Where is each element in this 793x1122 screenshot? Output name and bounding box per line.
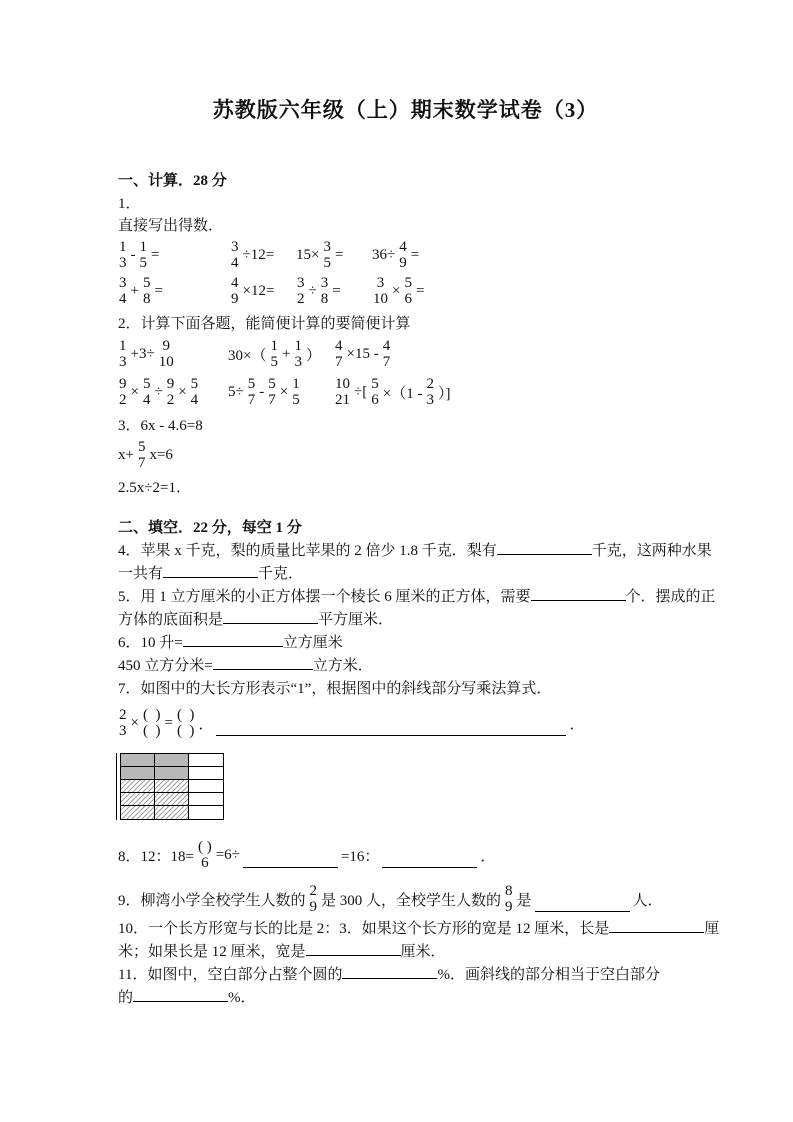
- math-text: 10．一个长方形宽与长的比是 2：3．如果这个长方形的宽是 12 厘米，长是: [118, 921, 610, 937]
- fraction-denominator: 5: [270, 354, 278, 370]
- math-text: =: [164, 714, 173, 731]
- fraction: [322, 239, 332, 271]
- answer-blank: [382, 853, 477, 868]
- grid-cell-hatch: [155, 793, 189, 806]
- math-text: =: [334, 246, 344, 263]
- fraction-denominator: ( ): [176, 723, 195, 739]
- fraction-numerator: 3: [323, 238, 331, 255]
- q1-number: 1．: [118, 196, 141, 212]
- fraction-denominator: 2: [119, 392, 127, 408]
- section-fill-heading: 二、填空．22 分，每空 1 分: [118, 520, 302, 536]
- q4-line-1: [118, 540, 712, 563]
- fraction-numerator: 3: [297, 274, 305, 291]
- fraction: [118, 376, 128, 408]
- grid-cell-solid: [121, 767, 155, 780]
- grid-cell-hatch: [121, 793, 155, 806]
- math-text: 11．如图中，空白部分占整个圆的: [118, 967, 343, 983]
- math-text: 立方米．: [312, 658, 373, 674]
- math-text: ×: [130, 714, 139, 731]
- answer-blank: [216, 721, 566, 736]
- grid-cell-white: [189, 767, 223, 780]
- fraction-numerator: ( ): [142, 706, 161, 723]
- answer-blank: [223, 609, 318, 624]
- fraction-numerator: 10: [335, 375, 350, 392]
- math-expression: [118, 439, 173, 471]
- fraction-numerator: 4: [231, 274, 239, 291]
- fraction: [372, 275, 389, 307]
- math-expression: [372, 239, 693, 271]
- fraction-numerator: 8: [505, 882, 513, 899]
- fraction-numerator: 5: [404, 274, 412, 291]
- math-text: ．: [198, 716, 214, 733]
- grid-cell-solid: [155, 754, 189, 767]
- fraction-denominator: 9: [231, 291, 239, 307]
- q7-equation: [118, 703, 693, 743]
- math-expression: [118, 707, 584, 739]
- fraction-numerator: 1: [270, 337, 278, 354]
- answer-blank: [535, 897, 630, 912]
- fraction-denominator: 4: [190, 392, 199, 408]
- q5-line-2: [118, 609, 693, 632]
- fraction-denominator: 2: [297, 291, 305, 307]
- fraction-numerator: 1: [119, 238, 127, 255]
- fraction: [398, 239, 408, 271]
- math-text: 人．: [632, 892, 663, 909]
- math-text: 5．用 1 立方厘米的小正方体摆一个棱长 6 厘米的正方体，需要: [118, 589, 531, 605]
- fraction: [320, 275, 330, 307]
- q7-heading: 7．如图中的大长方形表示“1”，根据图中的斜线部分写乘法算式．: [118, 681, 552, 697]
- fraction: [425, 376, 435, 408]
- fraction: [118, 707, 128, 739]
- math-text: 30×（: [228, 347, 267, 364]
- fraction-numerator: ( ): [197, 838, 212, 855]
- math-expression: [334, 338, 693, 370]
- math-expression: [118, 239, 230, 271]
- fraction-numerator: 5: [247, 375, 256, 392]
- fraction-denominator: 3: [119, 354, 127, 370]
- fraction-numerator: 2: [309, 882, 318, 899]
- fraction-denominator: 4: [231, 255, 239, 271]
- fraction-numerator: 5: [142, 375, 151, 392]
- math-text: -: [130, 246, 136, 263]
- fraction: [296, 275, 306, 307]
- answer-blank: [306, 941, 401, 956]
- fraction: [334, 338, 344, 370]
- grid-cell-white: [189, 754, 223, 767]
- math-text: +: [130, 282, 139, 299]
- math-text: 15×: [296, 246, 320, 263]
- fraction: [176, 707, 196, 739]
- fraction: [291, 376, 301, 408]
- math-text: 米；如果长是 12 厘米，宽是: [118, 944, 306, 960]
- fraction-numerator: 5: [190, 375, 199, 392]
- fraction-denominator: 6: [404, 291, 412, 307]
- math-expression: [118, 376, 228, 408]
- math-text: 5÷: [228, 383, 244, 400]
- math-text: ÷: [308, 282, 317, 299]
- fraction: [118, 338, 128, 370]
- fraction-denominator: 3: [119, 255, 127, 271]
- math-text: 厘: [704, 921, 720, 937]
- math-text: ×15 -: [346, 345, 379, 362]
- math-text: ×: [392, 282, 401, 299]
- fraction: [197, 839, 213, 871]
- fraction-denominator: 7: [335, 354, 343, 370]
- grid-cell-hatch: [155, 780, 189, 793]
- q2-heading: 2．计算下面各题，能简便计算的要简便计算: [118, 316, 411, 332]
- math-text: 方体的底面积是: [118, 612, 224, 628]
- q2-row-2: [118, 373, 693, 411]
- fraction-denominator: 6: [371, 392, 379, 408]
- fraction-numerator: 1: [294, 337, 302, 354]
- grid-cell-solid: [155, 767, 189, 780]
- fraction: [118, 239, 128, 271]
- q1-row-2: [118, 273, 693, 309]
- fraction: [142, 376, 152, 408]
- math-expression: [118, 883, 663, 915]
- answer-blank: [133, 987, 228, 1002]
- math-text: -: [259, 383, 265, 400]
- fraction: [142, 275, 152, 307]
- answer-blank: [183, 632, 283, 647]
- math-expression: [118, 839, 495, 871]
- q6-line-1: [118, 632, 693, 655]
- math-expression: [296, 275, 372, 307]
- fraction-denominator: 7: [382, 354, 391, 370]
- math-text: =: [151, 246, 160, 263]
- fraction-denominator: 9: [505, 899, 513, 915]
- fraction-denominator: 2: [166, 392, 175, 408]
- math-expression: [372, 275, 693, 307]
- math-text: 8．12：18=: [118, 848, 194, 865]
- page-title: 苏教版六年级（上）期末数学试卷（3）: [212, 98, 599, 122]
- fraction: [247, 376, 257, 408]
- math-text: =6÷: [215, 846, 240, 863]
- fraction-denominator: ( ): [142, 723, 161, 739]
- answer-blank: [531, 586, 626, 601]
- fraction: [137, 439, 147, 471]
- math-text: 是: [516, 892, 532, 909]
- math-text: 的: [118, 990, 134, 1006]
- grid-cell-hatch: [155, 806, 189, 819]
- fraction-numerator: 3: [231, 238, 239, 255]
- answer-blank: [213, 655, 313, 670]
- math-text: ．: [569, 716, 585, 733]
- fraction-denominator: 5: [292, 392, 300, 408]
- q10-line-2: [118, 941, 693, 964]
- fraction: [334, 376, 351, 408]
- fraction: [370, 376, 380, 408]
- q1-row-1: [118, 237, 693, 273]
- q5-line-1: [118, 586, 716, 609]
- math-expression: [230, 275, 296, 307]
- fraction-numerator: 4: [382, 337, 391, 354]
- q3-equation-25x: 2.5x÷2=1．: [118, 480, 191, 496]
- grid-cell-white: [189, 780, 223, 793]
- fraction-denominator: 7: [268, 392, 276, 408]
- fraction-numerator: 4: [335, 337, 343, 354]
- fraction-numerator: 5: [142, 274, 151, 291]
- fraction: [293, 338, 303, 370]
- math-text: ÷12=: [242, 246, 275, 263]
- math-text: x+: [118, 446, 134, 463]
- fraction: [230, 275, 240, 307]
- fraction-denominator: 10: [373, 291, 388, 307]
- math-expression: [228, 376, 334, 408]
- fraction-denominator: 4: [142, 392, 151, 408]
- math-text: 36÷: [372, 246, 396, 263]
- section-calc-heading: 一、计算．28 分: [118, 173, 227, 189]
- math-text: ×12=: [242, 282, 275, 299]
- q10-line-1: [118, 918, 720, 941]
- fraction-denominator: 3: [119, 723, 127, 739]
- fraction-denominator: 5: [139, 255, 147, 271]
- grid-cell-hatch: [121, 780, 155, 793]
- grid-cell-white: [189, 793, 223, 806]
- fraction-numerator: 9: [166, 375, 175, 392]
- math-text: 立方厘米: [282, 635, 343, 651]
- answer-blank: [163, 563, 258, 578]
- fraction-denominator: 4: [119, 291, 127, 307]
- math-text: 4．苹果 x 千克，梨的质量比苹果的 2 倍少 1.8 千克．梨有: [118, 543, 497, 559]
- math-text: ）]: [437, 385, 451, 402]
- math-expression: [334, 376, 693, 408]
- fraction-numerator: ( ): [176, 706, 195, 723]
- fraction: [382, 338, 392, 370]
- math-text: 是 300 人，全校学生人数的: [321, 892, 502, 909]
- fraction-numerator: 9: [162, 337, 170, 354]
- math-text: 9．柳湾小学全校学生人数的: [118, 892, 306, 909]
- math-text: =: [332, 282, 341, 299]
- math-text: 6．10 升=: [118, 635, 183, 651]
- math-text: 平方厘米．: [318, 612, 394, 628]
- fraction-numerator: 5: [137, 438, 146, 455]
- fraction: [267, 376, 277, 408]
- grid-cell-white: [189, 806, 223, 819]
- fraction-denominator: 9: [399, 255, 407, 271]
- fraction: [309, 883, 319, 915]
- math-text: =16：: [340, 848, 380, 865]
- q1-prompt: 直接写出得数．: [118, 218, 224, 234]
- fraction-denominator: 5: [323, 255, 331, 271]
- math-text: ÷: [154, 383, 163, 400]
- fraction-denominator: 8: [142, 291, 151, 307]
- answer-blank: [243, 853, 338, 868]
- answer-blank: [609, 918, 704, 933]
- math-expression: [118, 275, 230, 307]
- fraction: [142, 707, 162, 739]
- fraction-denominator: 21: [335, 392, 350, 408]
- math-expression: [296, 239, 372, 271]
- fraction-numerator: 1: [119, 337, 127, 354]
- fraction: [190, 376, 200, 408]
- fraction-denominator: 7: [247, 392, 256, 408]
- q8-line: [118, 836, 693, 874]
- math-text: =: [154, 282, 163, 299]
- fraction-numerator: 2: [119, 706, 127, 723]
- math-text: ×: [130, 383, 139, 400]
- fraction: [118, 275, 128, 307]
- fraction-numerator: 9: [119, 375, 127, 392]
- math-text: 千克．: [258, 566, 304, 582]
- math-text: +: [281, 345, 291, 362]
- fraction-denominator: 3: [294, 354, 302, 370]
- fraction-denominator: 3: [426, 392, 434, 408]
- fraction-numerator: 1: [139, 238, 147, 255]
- fraction: [158, 338, 175, 370]
- math-text: 450 立方分米=: [118, 658, 213, 674]
- fraction-grid-figure: [120, 753, 224, 820]
- fraction-numerator: 5: [268, 375, 276, 392]
- math-text: ）: [305, 347, 321, 364]
- fraction-denominator: 10: [158, 354, 174, 370]
- math-expression: [228, 338, 334, 370]
- grid-cell-solid: [121, 754, 155, 767]
- math-text: ×: [279, 383, 289, 400]
- math-expression: [118, 338, 228, 370]
- math-text: ×（1 -: [382, 385, 423, 402]
- fraction-numerator: 2: [426, 375, 434, 392]
- math-text: ×: [178, 383, 187, 400]
- math-text: 个．摆成的正: [625, 589, 716, 605]
- fraction-denominator: 8: [320, 291, 329, 307]
- q9-line: [118, 880, 693, 918]
- math-text: =: [415, 282, 425, 299]
- fraction: [230, 239, 240, 271]
- q6-line-2: [118, 655, 693, 678]
- fraction-numerator: 3: [119, 274, 127, 291]
- fraction-numerator: 1: [292, 375, 300, 392]
- fraction: [139, 239, 149, 271]
- fraction-numerator: 3: [376, 274, 385, 291]
- math-text: %．: [228, 990, 256, 1006]
- fraction: [269, 338, 279, 370]
- q4-line-2: [118, 563, 693, 586]
- fraction-numerator: 4: [399, 238, 407, 255]
- math-text: 千克，这两种水果: [591, 543, 712, 559]
- math-expression: [230, 239, 296, 271]
- answer-blank: [342, 964, 437, 979]
- fraction-denominator: 9: [309, 899, 318, 915]
- math-text: 一共有: [118, 566, 164, 582]
- math-text: %．画斜线的部分相当于空白部分: [437, 967, 660, 983]
- math-text: x=6: [149, 446, 173, 463]
- fraction-numerator: 3: [320, 274, 329, 291]
- answer-blank: [497, 540, 592, 555]
- fraction-denominator: 7: [137, 455, 146, 471]
- q2-row-1: [118, 335, 693, 373]
- fraction-grid: [120, 753, 224, 820]
- math-text: +3÷: [130, 345, 155, 362]
- math-text: ．: [480, 848, 496, 865]
- q3-heading: 3．6x - 4.6=8: [118, 418, 203, 434]
- fraction: [504, 883, 514, 915]
- fraction: [403, 275, 413, 307]
- fraction-denominator: 6: [201, 855, 209, 871]
- math-text: 厘米．: [400, 944, 446, 960]
- grid-cell-hatch: [121, 806, 155, 819]
- q11-line-2: [118, 987, 693, 1010]
- fraction: [166, 376, 176, 408]
- math-text: =: [410, 246, 420, 263]
- q11-line-1: [118, 964, 693, 987]
- q3-equation-x: [118, 437, 693, 473]
- fraction-numerator: 5: [371, 375, 379, 392]
- math-text: ÷[: [354, 383, 368, 400]
